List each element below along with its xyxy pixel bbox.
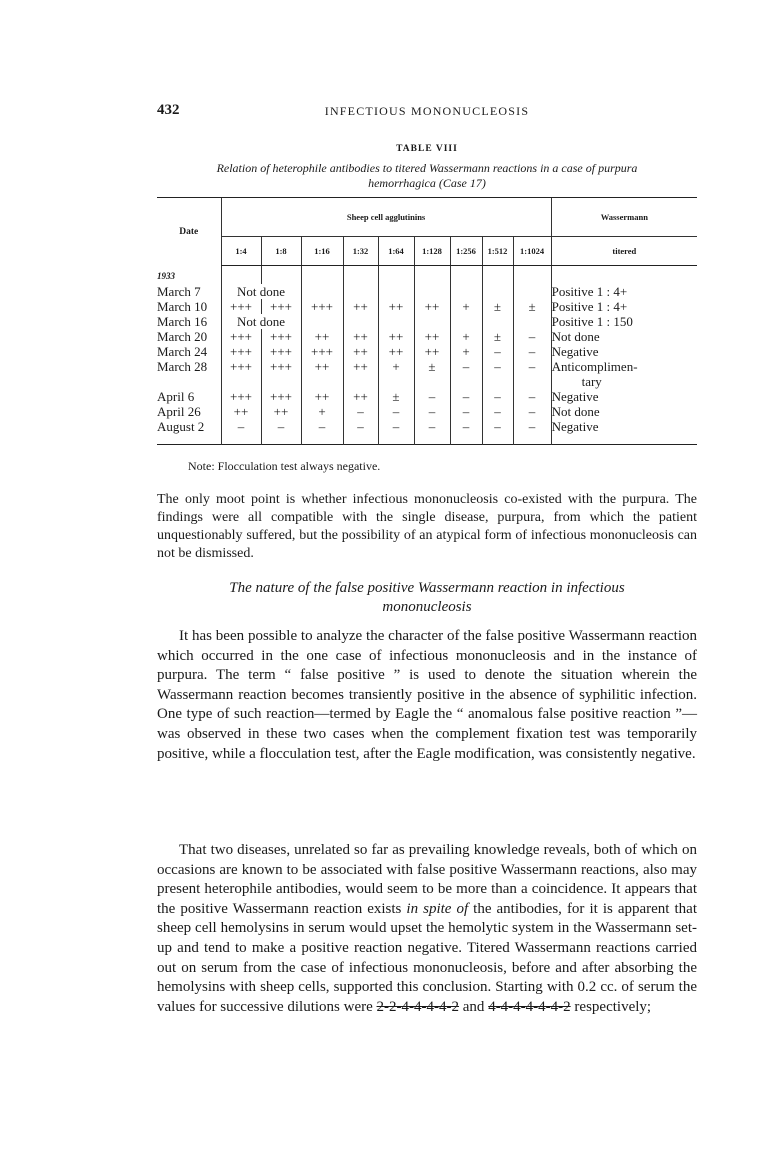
agglutinin-cell: ++	[343, 299, 378, 314]
agglutinin-cell: –	[343, 404, 378, 419]
agglutinin-cell: –	[450, 359, 482, 374]
agglutinin-cell: –	[261, 419, 301, 445]
date-cell: April 6	[157, 389, 195, 404]
agglutinin-cell: –	[450, 404, 482, 419]
table-row	[157, 419, 697, 445]
sheep-cell-header: Sheep cell agglutinins	[221, 198, 551, 237]
dilution-header: 1:16	[301, 237, 343, 266]
agglutinin-cell: +++	[261, 359, 301, 374]
not-done-cell: Not done	[221, 284, 301, 299]
agglutinin-cell: +++	[301, 344, 343, 359]
date-cell: April 26	[157, 404, 201, 419]
paragraph-3-part-2: the antibodies, for it is apparent that sheep cell hemolysins in serum would upset the hemolytic system in the Wassermann set-up and tend to make a positive reaction negative. Titered Wassermann reactions carried out on serum from the case of infectious mononucleosis, before and after absorbing the hemolysins with sheep cells, supported this conclusion. Starting with 0.2 cc. of serum the values for successive dilutions were	[157, 900, 697, 1015]
agglutinin-cell: +	[301, 404, 343, 419]
dilution-header: 1:1024	[513, 237, 551, 266]
table-row	[157, 329, 697, 344]
agglutinin-cell: ++	[378, 329, 414, 344]
date-cell: March 16	[157, 314, 208, 329]
agglutinin-cell: –	[482, 419, 513, 445]
agglutinin-cell: –	[482, 389, 513, 404]
agglutinin-cell: +	[450, 299, 482, 314]
section-heading	[157, 579, 697, 617]
agglutinin-cell: +	[378, 359, 414, 374]
table-note: Note: Flocculation test always negative.	[188, 459, 381, 473]
agglutinin-cell: –	[301, 419, 343, 445]
dilution-header: 1:8	[261, 237, 301, 266]
agglutinin-cell	[513, 284, 551, 299]
agglutinin-cell	[301, 284, 343, 299]
agglutinin-cell: –	[343, 419, 378, 445]
agglutinin-cell: ++	[414, 299, 450, 314]
wassermann-cell: Anticomplimen-	[551, 359, 697, 374]
agglutinin-cell: ±	[482, 299, 513, 314]
paragraph-2: It has been possible to analyze the character of the false positive Wassermann reaction which occurred in the one case of infectious mononucleosis and in the instance of purpura. The term “ false positive ” is used to denote the situation wherein the Wassermann reaction becomes transiently positive in the absence of syphilitic infection. One type of such reaction—termed by Eagle the “ anomalous false positive reaction ”—was observed in these two cases when the complement fixation test was temporarily positive, while a flocculation test, after the Eagle modification, was consistently negative.	[157, 628, 697, 762]
wassermann-titered-header: titered	[551, 237, 697, 266]
agglutinin-cell: –	[378, 419, 414, 445]
wassermann-cell: Not done	[551, 329, 697, 344]
data-table	[157, 197, 697, 445]
agglutinin-cell	[414, 314, 450, 329]
agglutinin-cell	[301, 314, 343, 329]
table-caption	[157, 161, 697, 191]
section-heading-line-1: The nature of the false positive Wassermann reaction in infectious	[229, 580, 625, 596]
agglutinin-cell: +++	[301, 299, 343, 314]
page-number: 432	[157, 102, 180, 118]
table-bottom-rule	[157, 445, 697, 446]
agglutinin-cell: +++	[261, 389, 301, 404]
agglutinin-cell	[450, 284, 482, 299]
table-row	[157, 359, 697, 374]
agglutinin-cell: +++	[221, 389, 261, 404]
agglutinin-cell	[482, 284, 513, 299]
not-done-cell: Not done	[221, 314, 301, 329]
agglutinin-cell	[343, 284, 378, 299]
data-table-wrapper	[157, 197, 697, 445]
table-caption-line-2: hemorrhagica (Case 17)	[368, 176, 486, 190]
agglutinin-cell: +++	[221, 344, 261, 359]
year-row	[157, 266, 697, 285]
year-label: 1933	[157, 271, 175, 282]
dilution-header: 1:512	[482, 237, 513, 266]
agglutinin-cell: ++	[414, 329, 450, 344]
agglutinin-cell: –	[482, 359, 513, 374]
agglutinin-cell: ++	[378, 299, 414, 314]
agglutinin-cell	[378, 314, 414, 329]
agglutinin-cell: –	[414, 419, 450, 445]
agglutinin-cell: –	[513, 419, 551, 445]
date-cell: March 7	[157, 284, 201, 299]
running-title: INFECTIOUS MONONUCLEOSIS	[324, 104, 530, 118]
agglutinin-cell: –	[450, 389, 482, 404]
table-row	[157, 404, 697, 419]
wassermann-cell: Negative	[551, 344, 697, 359]
agglutinin-cell: ±	[482, 329, 513, 344]
agglutinin-cell: –	[221, 419, 261, 445]
date-cell: March 24	[157, 344, 208, 359]
dilution-values-b: 4-4-4-4-4-4-2	[488, 998, 571, 1015]
agglutinin-cell: ++	[301, 389, 343, 404]
paragraph-3-emphasis: in spite of	[406, 900, 469, 917]
date-cell: August 2	[157, 419, 205, 434]
agglutinin-cell	[414, 284, 450, 299]
agglutinin-cell: –	[414, 389, 450, 404]
wassermann-cell-continuation: tary	[551, 374, 697, 389]
wassermann-cell: Negative	[551, 389, 697, 404]
agglutinin-cell: +++	[261, 344, 301, 359]
agglutinin-cell: ±	[513, 299, 551, 314]
agglutinin-cell: –	[513, 329, 551, 344]
paragraph-3-and: and	[459, 998, 489, 1015]
wassermann-header: Wassermann	[551, 198, 697, 237]
section-heading-line-2: mononucleosis	[382, 599, 472, 615]
wassermann-cell: Negative	[551, 419, 697, 445]
agglutinin-cell: +	[450, 344, 482, 359]
date-cell: March 28	[157, 359, 208, 374]
agglutinin-cell: +	[450, 329, 482, 344]
agglutinin-cell: ++	[261, 404, 301, 419]
agglutinin-cell: ++	[221, 404, 261, 419]
agglutinin-cell: +++	[221, 299, 261, 314]
agglutinin-cell	[343, 314, 378, 329]
header-row-2	[157, 237, 697, 266]
agglutinin-cell: +++	[221, 329, 261, 344]
date-cell: March 20	[157, 329, 208, 344]
agglutinin-cell: ++	[378, 344, 414, 359]
running-head	[157, 102, 697, 122]
wassermann-cell: Not done	[551, 404, 697, 419]
agglutinin-cell: ±	[378, 389, 414, 404]
agglutinin-cell	[482, 314, 513, 329]
agglutinin-cell: +++	[261, 299, 301, 314]
agglutinin-cell: ±	[414, 359, 450, 374]
table-row	[157, 299, 697, 314]
agglutinin-cell: –	[450, 419, 482, 445]
agglutinin-cell: –	[513, 359, 551, 374]
table-row	[157, 284, 697, 299]
agglutinin-cell: –	[414, 404, 450, 419]
dilution-header: 1:256	[450, 237, 482, 266]
wassermann-cell: Positive 1 : 150	[551, 314, 697, 329]
paragraph-3-end: respectively;	[570, 998, 652, 1015]
agglutinin-cell: ++	[414, 344, 450, 359]
dilution-values-a: 2-2-4-4-4-4-2	[376, 998, 460, 1015]
agglutinin-cell: +++	[261, 329, 301, 344]
paragraph-3	[157, 841, 697, 1017]
agglutinin-cell: ++	[301, 329, 343, 344]
date-header: Date	[157, 198, 221, 266]
agglutinin-cell: ++	[343, 359, 378, 374]
agglutinin-cell: –	[482, 404, 513, 419]
table-row-continuation	[157, 374, 697, 389]
dilution-header: 1:4	[221, 237, 261, 266]
wassermann-cell: Positive 1 : 4+	[551, 284, 697, 299]
header-row-1	[157, 198, 697, 237]
agglutinin-cell: ++	[343, 329, 378, 344]
agglutinin-cell: ++	[301, 359, 343, 374]
agglutinin-cell: –	[482, 344, 513, 359]
table-caption-line-1: Relation of heterophile antibodies to titered Wassermann reactions in a case of purpura	[216, 161, 638, 175]
date-cell: March 10	[157, 299, 208, 314]
wassermann-cell: Positive 1 : 4+	[551, 299, 697, 314]
agglutinin-cell: –	[513, 404, 551, 419]
table-row	[157, 314, 697, 329]
agglutinin-cell	[450, 314, 482, 329]
agglutinin-cell	[378, 284, 414, 299]
agglutinin-cell: –	[513, 389, 551, 404]
dilution-header: 1:32	[343, 237, 378, 266]
agglutinin-cell: –	[378, 404, 414, 419]
agglutinin-cell: ++	[343, 389, 378, 404]
agglutinin-cell	[513, 314, 551, 329]
agglutinin-cell: +++	[221, 359, 261, 374]
table-row	[157, 389, 697, 404]
paragraph-3-part-1: That two diseases, unrelated so far as prevailing knowledge reveals, both of which on occasions are known to be associated with false positive Wassermann reactions, also may present heterophile antibodies, would seem to be more than a coincidence. It appears that the positive Wassermann reaction exists	[157, 842, 697, 917]
dilution-header: 1:64	[378, 237, 414, 266]
table-row	[157, 344, 697, 359]
paragraph-1: The only moot point is whether infectious mononucleosis co-existed with the purpura. The findings were all compatible with the single disease, purpura, from which the patient unquestionably suffered, but the possibility of an atypical form of infectious mononucleosis can not be dismissed.	[157, 492, 697, 561]
table-label: TABLE VIII	[396, 144, 458, 154]
table-body	[157, 266, 697, 446]
agglutinin-cell: ++	[343, 344, 378, 359]
dilution-header: 1:128	[414, 237, 450, 266]
agglutinin-cell: –	[513, 344, 551, 359]
